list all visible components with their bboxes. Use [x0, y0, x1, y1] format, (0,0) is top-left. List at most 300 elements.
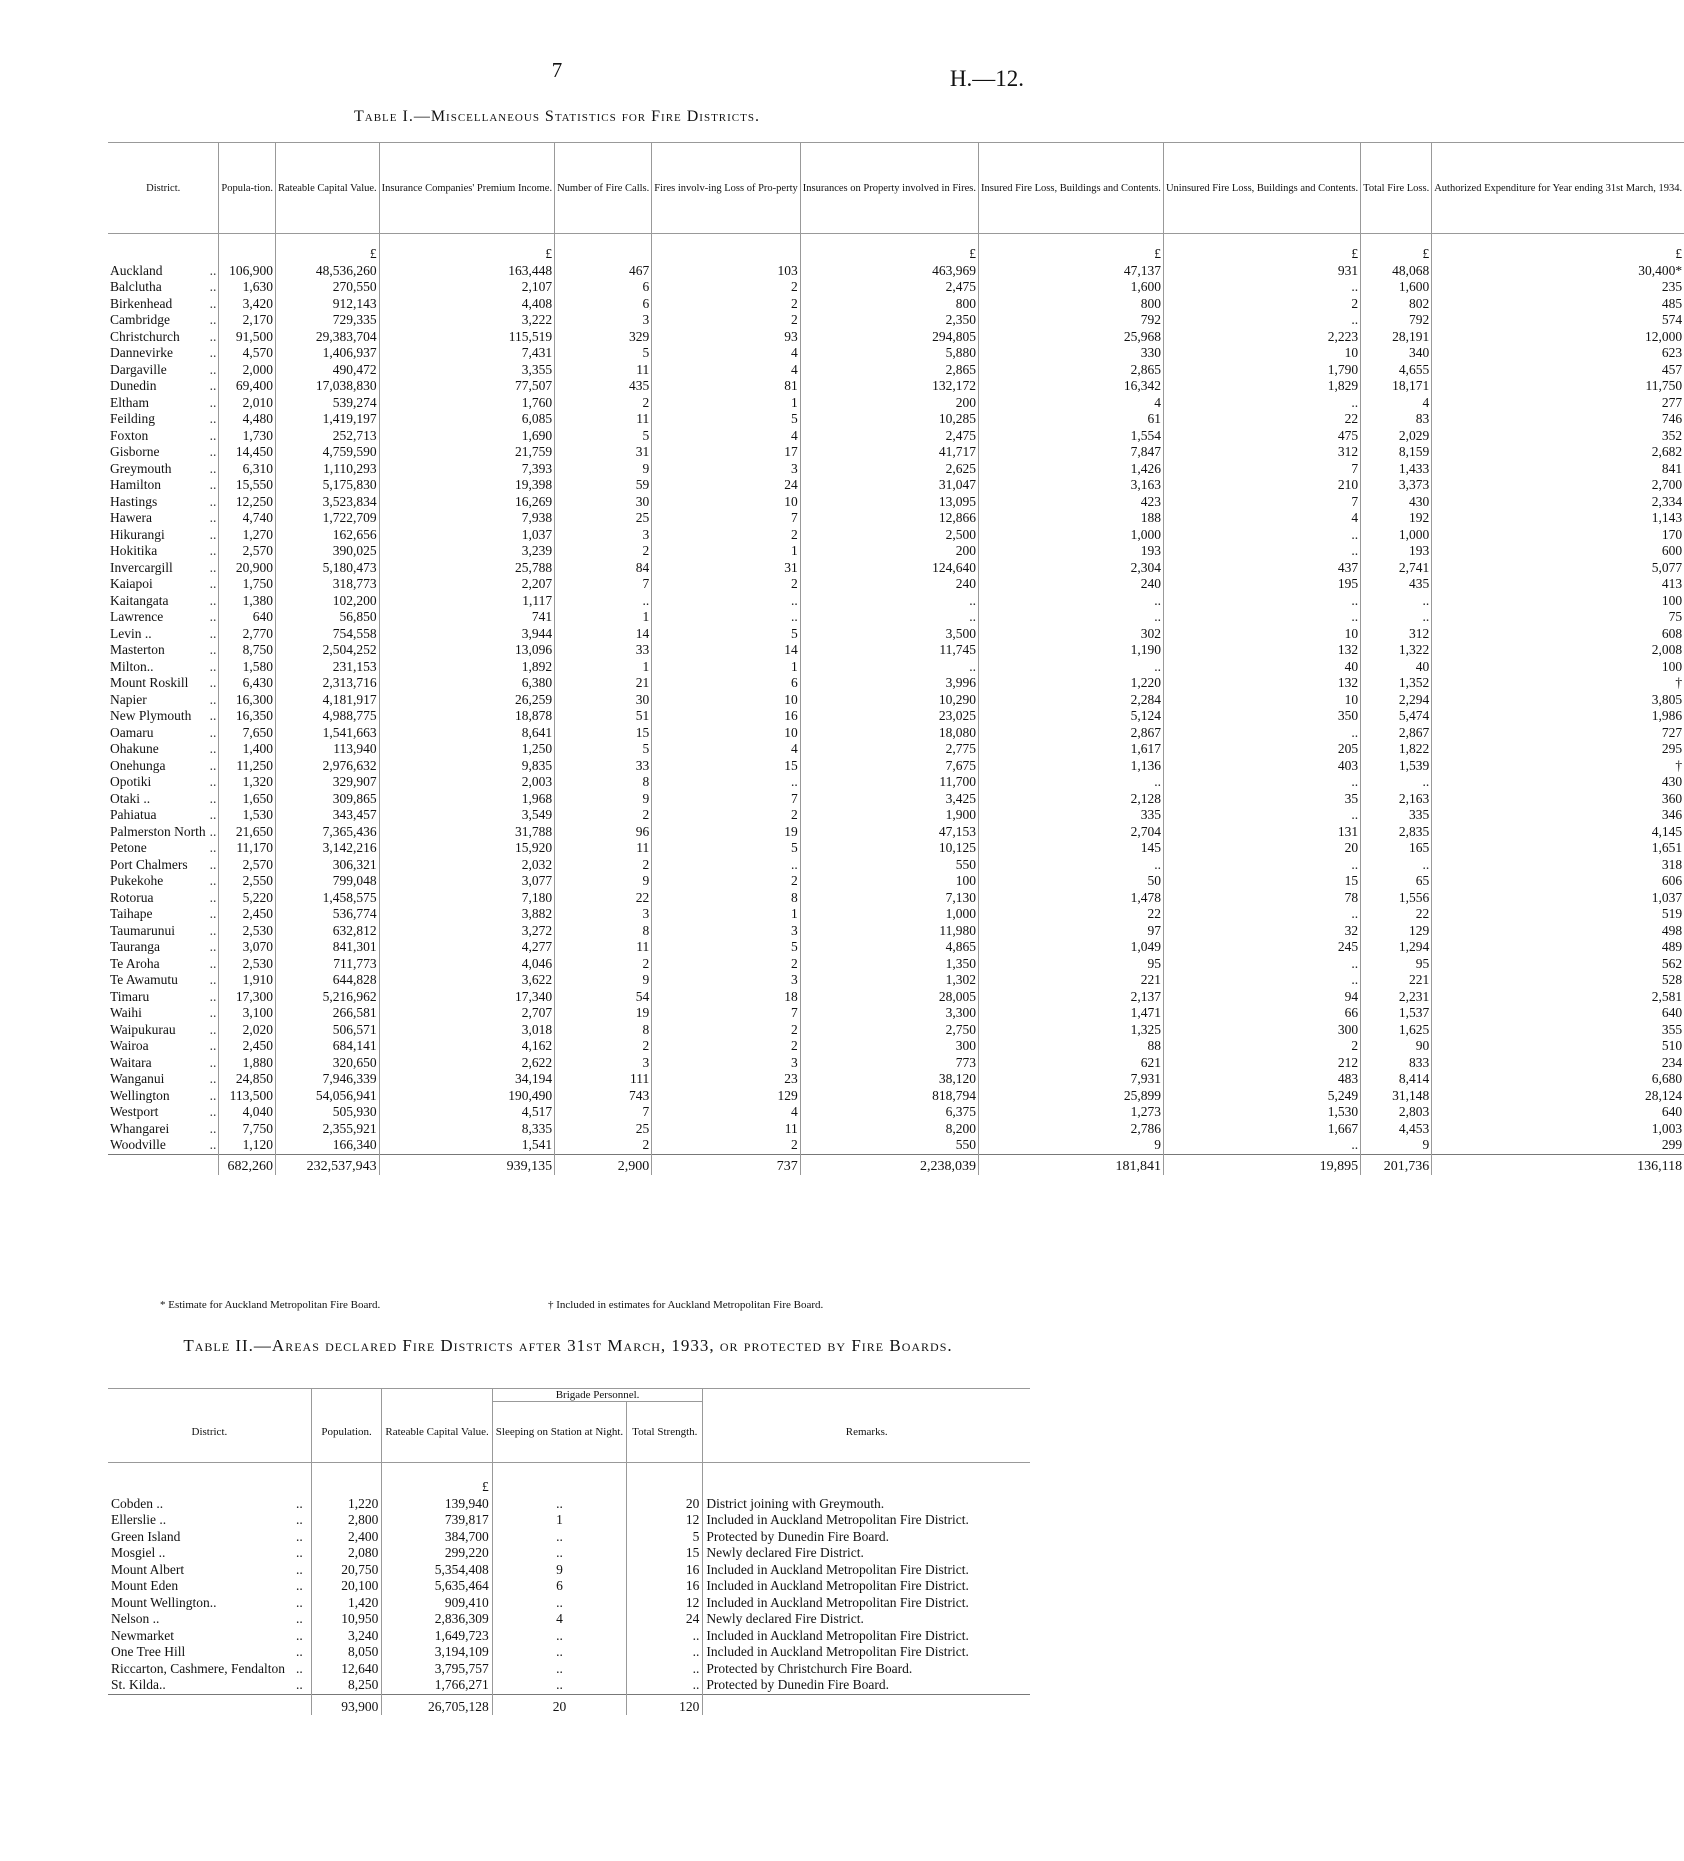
table-row: [108, 1121, 1684, 1138]
table-cell: 318,773: [276, 576, 380, 593]
district-name: Palmerston North: [110, 823, 206, 839]
table-cell: 485: [1432, 296, 1684, 313]
leader-dots: ..: [295, 1594, 303, 1610]
table-row: [108, 1578, 1030, 1595]
table-cell: 245: [1163, 939, 1360, 956]
leader-dots: ..: [295, 1611, 303, 1626]
table-cell: 19: [652, 824, 801, 841]
leader-dots: ..: [209, 592, 217, 608]
table1-header-7: Insured Fire Loss, Buildings and Contents.: [978, 143, 1163, 234]
table-cell: 3: [555, 1055, 652, 1072]
table-row: [108, 1677, 1030, 1694]
table-cell: 7,675: [800, 758, 978, 775]
table-row: [108, 1055, 1684, 1072]
table-cell: 1,000: [978, 527, 1163, 544]
table2-totals-row-cell-4: 120: [627, 1694, 703, 1715]
table-cell: 1,250: [379, 741, 554, 758]
table-cell: 19: [555, 1005, 652, 1022]
table1-totals-row-cell-8: 19,895: [1163, 1154, 1360, 1175]
leader-dots: ..: [209, 939, 217, 954]
table-cell: 195: [1163, 576, 1360, 593]
table-row: [108, 824, 1684, 841]
table-row: [108, 956, 1684, 973]
table-cell: 2,750: [800, 1022, 978, 1039]
table-cell: 16,300: [219, 692, 276, 709]
table1-currency-row-cell-5: [652, 234, 801, 263]
table-cell: 1,433: [1361, 461, 1432, 478]
table-cell: ..: [1163, 593, 1360, 610]
table-cell: 91,500: [219, 329, 276, 346]
table-cell: 4,162: [379, 1038, 554, 1055]
table-cell: 162,656: [276, 527, 380, 544]
table-cell: ..: [1361, 774, 1432, 791]
table-row: [108, 329, 1684, 346]
table-row: [108, 1595, 1030, 1612]
table-cell: 5: [652, 840, 801, 857]
table-row: [108, 1496, 1030, 1513]
table-cell: 1,143: [1432, 510, 1684, 527]
table-cell: 608: [1432, 626, 1684, 643]
table-cell: 2: [555, 395, 652, 412]
table-cell: 9: [555, 461, 652, 478]
table-cell: ..: [1163, 857, 1360, 874]
table-cell: 102,200: [276, 593, 380, 610]
table-cell: 490,472: [276, 362, 380, 379]
table-row-cell-1: 1,220: [311, 1496, 382, 1513]
table-cell: 300: [1163, 1022, 1360, 1039]
table-row-cell-2: 3,795,757: [382, 1661, 492, 1678]
table-row: [108, 1628, 1030, 1645]
district-name: Lawrence: [110, 609, 164, 624]
table-cell: 621: [978, 1055, 1163, 1072]
table-row-cell-5: Included in Auckland Metropolitan Fire District.: [703, 1595, 1030, 1612]
table-cell: 81: [652, 378, 801, 395]
table-cell: ..: [1163, 395, 1360, 412]
table2-totals-row-cell-0: [108, 1694, 288, 1715]
table2-currency-row-cell-4: [627, 1463, 703, 1496]
table-cell: 4: [652, 1104, 801, 1121]
table-cell: 12,866: [800, 510, 978, 527]
table-cell: 2,294: [1361, 692, 1432, 709]
table-row: [108, 791, 1684, 808]
table-cell: 2: [652, 312, 801, 329]
table-row: [108, 1137, 1684, 1154]
district-name: Pukekohe: [110, 873, 164, 888]
leader-dots: ..: [295, 1545, 303, 1560]
table-cell: 2,530: [219, 956, 276, 973]
table-cell: 498: [1432, 923, 1684, 940]
table2-totals-row-cell-5: [703, 1694, 1030, 1715]
table-row: [108, 560, 1684, 577]
table-cell: 277: [1432, 395, 1684, 412]
table-row-cell-3: ..: [492, 1628, 626, 1645]
table-cell: ..: [1163, 543, 1360, 560]
table-cell: ..: [1163, 1137, 1360, 1154]
table-cell: 4: [978, 395, 1163, 412]
table-cell: 1,722,709: [276, 510, 380, 527]
table-row: [108, 626, 1684, 643]
table-row-cell-5: Included in Auckland Metropolitan Fire District.: [703, 1562, 1030, 1579]
district-name: Hamilton: [110, 477, 161, 492]
table-row-cell-2: 909,410: [382, 1595, 492, 1612]
table-cell: 295: [1432, 741, 1684, 758]
leader-dots: ..: [209, 559, 217, 575]
table-cell: 31,788: [379, 824, 554, 841]
district-name: Birkenhead: [110, 295, 173, 311]
table-cell: 329,907: [276, 774, 380, 791]
table-cell: 7,180: [379, 890, 554, 907]
table-cell: ..: [1163, 807, 1360, 824]
table-cell: 10: [652, 725, 801, 742]
table-row-cell-1: 20,100: [311, 1578, 382, 1595]
table-row-cell-4: 12: [627, 1512, 703, 1529]
table1-totals-row-cell-0: [108, 1154, 208, 1175]
table-row-cell-5: District joining with Greymouth.: [703, 1496, 1030, 1513]
district-name: Hokitika: [110, 543, 158, 558]
table1-totals-row: [108, 1154, 1684, 1175]
table-cell: 38,120: [800, 1071, 978, 1088]
table-row: [108, 1104, 1684, 1121]
table-cell: 190,490: [379, 1088, 554, 1105]
table1-currency-row-cell-10: £: [1432, 234, 1684, 263]
table-cell: 5,249: [1163, 1088, 1360, 1105]
table-cell: 16: [652, 708, 801, 725]
table-cell: 1,537: [1361, 1005, 1432, 1022]
table-cell: 22: [1163, 411, 1360, 428]
table-cell: 2: [652, 1137, 801, 1154]
leader-dots: ..: [209, 378, 217, 393]
table-cell: 606: [1432, 873, 1684, 890]
table-cell: ..: [652, 857, 801, 874]
table-cell: 3,373: [1361, 477, 1432, 494]
table-row: [108, 279, 1684, 296]
table-cell: 1,986: [1432, 708, 1684, 725]
table-cell: 5: [652, 411, 801, 428]
table-cell: 75: [1432, 609, 1684, 626]
table-cell: ..: [1163, 972, 1360, 989]
leader-dots: ..: [209, 1137, 217, 1152]
table-cell: 1,110,293: [276, 461, 380, 478]
district-name: Waipukurau: [110, 1021, 176, 1037]
table-cell: 47,137: [978, 263, 1163, 280]
table-cell: 15: [652, 758, 801, 775]
table-cell: 188: [978, 510, 1163, 527]
district-name: Port Chalmers: [110, 856, 188, 872]
table-row-cell-0: Nelson ..: [111, 1611, 160, 1626]
district-name: Taihape: [110, 906, 153, 921]
table-row: [108, 527, 1684, 544]
table-cell: 2,137: [978, 989, 1163, 1006]
table-cell: 8,750: [219, 642, 276, 659]
table-cell: 69,400: [219, 378, 276, 395]
district-name: Petone: [110, 840, 147, 855]
table-cell: 792: [1361, 312, 1432, 329]
table1-header-8: Uninsured Fire Loss, Buildings and Contents.: [1163, 143, 1360, 234]
table-cell: 2,865: [978, 362, 1163, 379]
district-name: Hastings: [110, 493, 158, 509]
table-cell: 1,120: [219, 1137, 276, 1154]
leader-dots: ..: [209, 1104, 217, 1119]
table-cell: 2: [555, 1038, 652, 1055]
table-cell: 2,008: [1432, 642, 1684, 659]
table-row-cell-3: 1: [492, 1512, 626, 1529]
table2-group-header: Brigade Personnel.: [492, 1389, 703, 1402]
table-cell: 550: [800, 857, 978, 874]
table-cell: ..: [652, 593, 801, 610]
table-cell: 302: [978, 626, 1163, 643]
table-row-cell-4: ..: [627, 1628, 703, 1645]
table-row: [108, 989, 1684, 1006]
table-cell: 2,741: [1361, 560, 1432, 577]
table-cell: 15,920: [379, 840, 554, 857]
leader-dots: ..: [209, 312, 217, 327]
table-cell: 11: [652, 1121, 801, 1138]
district-name: Dannevirke: [110, 345, 173, 360]
table-cell: 3,523,834: [276, 494, 380, 511]
table-cell: 1,220: [978, 675, 1163, 692]
table-cell: 2,570: [219, 857, 276, 874]
table-row-cell-3: ..: [492, 1661, 626, 1678]
table-cell: 4: [1163, 510, 1360, 527]
table2-header-0: District.: [108, 1402, 311, 1463]
table-row-cell-2: 299,220: [382, 1545, 492, 1562]
leader-dots: ..: [209, 708, 217, 723]
table-cell: 28,191: [1361, 329, 1432, 346]
leader-dots: ..: [209, 444, 217, 459]
table-cell: 18,080: [800, 725, 978, 742]
leader-dots: ..: [209, 625, 217, 641]
table-cell: ..: [1163, 527, 1360, 544]
leader-dots: ..: [295, 1528, 303, 1544]
table-row-cell-4: 5: [627, 1529, 703, 1546]
table-cell: 1,892: [379, 659, 554, 676]
table-cell: 16,269: [379, 494, 554, 511]
table-cell: ..: [800, 659, 978, 676]
table-row-cell-4: 16: [627, 1578, 703, 1595]
district-name: Oamaru: [110, 724, 154, 740]
table-cell: 727: [1432, 725, 1684, 742]
table-row: [108, 1038, 1684, 1055]
table-row-cell-3: 4: [492, 1611, 626, 1628]
table-cell: 640: [219, 609, 276, 626]
table-row: [108, 840, 1684, 857]
table-row-cell-0: Ellerslie ..: [111, 1512, 167, 1527]
table-cell: 3: [652, 461, 801, 478]
table-row: [108, 1088, 1684, 1105]
table-row-cell-3: ..: [492, 1595, 626, 1612]
leader-dots: ..: [209, 873, 217, 888]
table-row: [108, 411, 1684, 428]
table-cell: 3,018: [379, 1022, 554, 1039]
table-cell: 7,847: [978, 444, 1163, 461]
table-cell: 96: [555, 824, 652, 841]
table1-header-5: Fires involv-ing Loss of Pro-perty: [652, 143, 801, 234]
table-cell: 65: [1361, 873, 1432, 890]
table-cell: 166,340: [276, 1137, 380, 1154]
table-cell: 17,300: [219, 989, 276, 1006]
table-cell: 3,944: [379, 626, 554, 643]
table2-totals-row-cell-1: 93,900: [311, 1694, 382, 1715]
table-cell: 423: [978, 494, 1163, 511]
table-cell: 1,617: [978, 741, 1163, 758]
table-cell: 7,365,436: [276, 824, 380, 841]
table-cell: 51: [555, 708, 652, 725]
table-cell: 88: [978, 1038, 1163, 1055]
table-cell: 4,655: [1361, 362, 1432, 379]
table-cell: 1,037: [1432, 890, 1684, 907]
table-cell: 2,450: [219, 1038, 276, 1055]
table-cell: 15,550: [219, 477, 276, 494]
table-row-cell-0: St. Kilda..: [111, 1677, 166, 1692]
table-cell: 7,431: [379, 345, 554, 362]
table-cell: 3,300: [800, 1005, 978, 1022]
table-cell: 350: [1163, 708, 1360, 725]
leader-dots: ..: [209, 493, 217, 509]
table1-totals-row-cell-9: 201,736: [1361, 1154, 1432, 1175]
leader-dots: ..: [209, 1038, 217, 1053]
district-name: Ohakune: [110, 741, 159, 756]
district-name: Feilding: [110, 411, 156, 426]
table-cell: 483: [1163, 1071, 1360, 1088]
table-cell: 200: [800, 395, 978, 412]
district-name: Milton..: [110, 658, 154, 674]
table-cell: 1,625: [1361, 1022, 1432, 1039]
district-name: Timaru: [110, 988, 150, 1004]
table-cell: ..: [978, 774, 1163, 791]
table-cell: 1,325: [978, 1022, 1163, 1039]
table-cell: 562: [1432, 956, 1684, 973]
table-cell: 3: [652, 1055, 801, 1072]
table-cell: 2,003: [379, 774, 554, 791]
table-cell: 754,558: [276, 626, 380, 643]
table-row-cell-0: Green Island: [111, 1528, 181, 1544]
table-cell: 644,828: [276, 972, 380, 989]
leader-dots: ..: [209, 642, 217, 657]
leader-dots: ..: [209, 345, 217, 360]
table-cell: 489: [1432, 939, 1684, 956]
table-cell: 2,775: [800, 741, 978, 758]
table-cell: 2,020: [219, 1022, 276, 1039]
table-cell: 111: [555, 1071, 652, 1088]
table-cell: 1,003: [1432, 1121, 1684, 1138]
table-row: [108, 1022, 1684, 1039]
table-cell: 6,680: [1432, 1071, 1684, 1088]
table-cell: 1,790: [1163, 362, 1360, 379]
table-cell: 4: [652, 345, 801, 362]
table-cell: 193: [1361, 543, 1432, 560]
table-cell: 25: [555, 1121, 652, 1138]
district-name: Wairoa: [110, 1038, 149, 1053]
table-cell: 3: [652, 972, 801, 989]
table-row: [108, 543, 1684, 560]
leader-dots: ..: [209, 427, 217, 443]
table-cell: 2,207: [379, 576, 554, 593]
table-cell: 132,172: [800, 378, 978, 395]
leader-dots: ..: [295, 1627, 303, 1643]
table-row: [108, 395, 1684, 412]
leader-dots: ..: [295, 1561, 303, 1577]
table-row-cell-1: 8,250: [311, 1677, 382, 1694]
table-row: [108, 263, 1684, 280]
table-cell: 21: [555, 675, 652, 692]
table-cell: 240: [978, 576, 1163, 593]
table-row: [108, 609, 1684, 626]
table-cell: 2,570: [219, 543, 276, 560]
table-cell: 7: [555, 576, 652, 593]
table2-header-5: Remarks.: [703, 1402, 1030, 1463]
table-cell: 100: [1432, 593, 1684, 610]
table-cell: 11: [555, 411, 652, 428]
table-cell: 1,539: [1361, 758, 1432, 775]
table-cell: 10: [1163, 692, 1360, 709]
table-cell: 1,556: [1361, 890, 1432, 907]
leader-dots: ..: [209, 510, 217, 525]
table-cell: 437: [1163, 560, 1360, 577]
table-cell: 7: [1163, 494, 1360, 511]
table-cell: 8: [555, 1022, 652, 1039]
table-cell: 475: [1163, 428, 1360, 445]
table1-currency-row-cell-8: £: [1163, 234, 1360, 263]
table-cell: 31,148: [1361, 1088, 1432, 1105]
table-cell: 335: [1361, 807, 1432, 824]
table1-header-10: Authorized Expenditure for Year ending 31st March, 1934.: [1432, 143, 1684, 234]
leader-dots: [288, 1463, 311, 1496]
district-name: Wanganui: [110, 1071, 165, 1086]
table-cell: 2: [555, 543, 652, 560]
table-cell: 2,682: [1432, 444, 1684, 461]
district-name: Auckland: [110, 262, 163, 278]
table-cell: 4: [652, 741, 801, 758]
table-cell: 1,000: [800, 906, 978, 923]
table-cell: 163,448: [379, 263, 554, 280]
leader-dots: [288, 1694, 311, 1715]
table-cell: ..: [978, 609, 1163, 626]
table-row: [108, 312, 1684, 329]
table-row-cell-5: Protected by Dunedin Fire Board.: [703, 1529, 1030, 1546]
table-cell: 3,420: [219, 296, 276, 313]
table-cell: 2,704: [978, 824, 1163, 841]
table-cell: 8,159: [1361, 444, 1432, 461]
table-cell: 1: [652, 395, 801, 412]
table-cell: 25,968: [978, 329, 1163, 346]
table-row-cell-4: ..: [627, 1661, 703, 1678]
district-name: Tauranga: [110, 939, 161, 954]
table1-totals-row-cell-1: 682,260: [219, 1154, 276, 1175]
district-name: Levin ..: [110, 625, 152, 641]
table-cell: 7: [555, 1104, 652, 1121]
table-cell: 4,181,917: [276, 692, 380, 709]
table1-currency-row-cell-9: £: [1361, 234, 1432, 263]
table-cell: 28,005: [800, 989, 978, 1006]
table-cell: 4,988,775: [276, 708, 380, 725]
table-row: [108, 659, 1684, 676]
table-row: [108, 1562, 1030, 1579]
table-cell: 539,274: [276, 395, 380, 412]
table-cell: 106,900: [219, 263, 276, 280]
table-cell: 2,581: [1432, 989, 1684, 1006]
table-cell: 623: [1432, 345, 1684, 362]
table-cell: 6,375: [800, 1104, 978, 1121]
table-cell: 743: [555, 1088, 652, 1105]
table-cell: 33: [555, 642, 652, 659]
leader-dots: ..: [209, 889, 217, 905]
table-cell: 10: [652, 494, 801, 511]
table-cell: 2,867: [1361, 725, 1432, 742]
table-row-cell-5: Included in Auckland Metropolitan Fire District.: [703, 1628, 1030, 1645]
table1-totals-row-cell-2: 232,537,943: [276, 1154, 380, 1175]
table1-currency-row-cell-4: [555, 234, 652, 263]
district-name: Hawera: [110, 510, 152, 525]
